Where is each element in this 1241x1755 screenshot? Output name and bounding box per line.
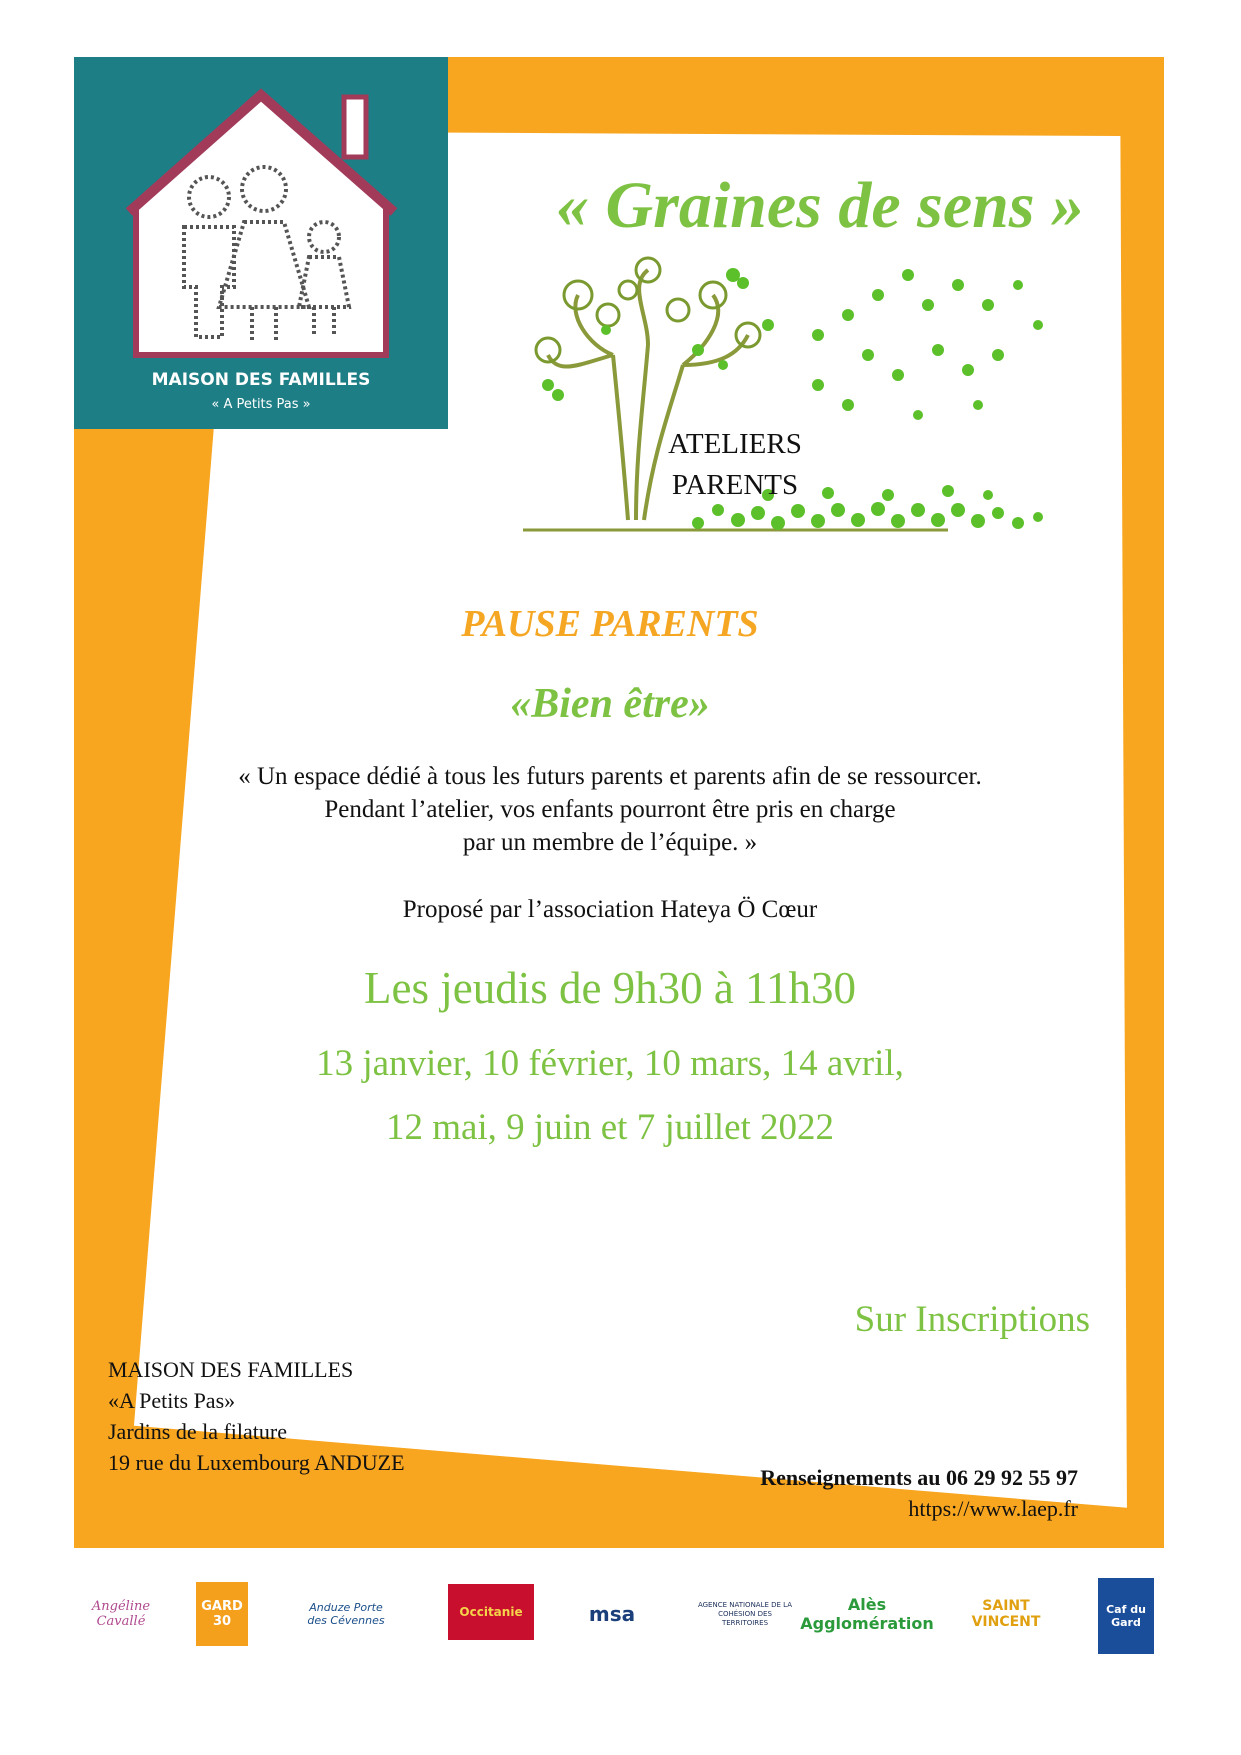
website-link[interactable]: https://www.laep.fr xyxy=(908,1496,1078,1521)
proposed-by: Proposé par l’association Hateya Ö Cœur xyxy=(402,896,818,923)
logo-subtitle: « A Petits Pas » xyxy=(211,397,311,412)
partner-logo-text: Anduze Porte des Cévennes xyxy=(307,1601,385,1627)
address-line: Jardins de la filature xyxy=(108,1419,287,1444)
partner-logo-anduze xyxy=(298,1582,394,1646)
partner-logo-gard xyxy=(196,1582,248,1646)
contact-block xyxy=(620,1462,1078,1524)
partner-logo-text: AGENCE NATIONALE DE LA COHÉSION DES TERRITOIRES xyxy=(697,1600,793,1627)
partner-logos xyxy=(0,1570,1241,1680)
partner-logo-saint-vincent xyxy=(956,1582,1056,1646)
section-subtitle: «Bien être» xyxy=(510,681,710,727)
description xyxy=(140,760,1080,859)
maison-des-familles-logo xyxy=(74,57,448,429)
page-title: « Graines de sens » xyxy=(555,169,1085,242)
partner-logo-text: GARD 30 xyxy=(201,1599,243,1629)
section-title: PAUSE PARENTS xyxy=(461,603,759,645)
tree-leaves-illustration xyxy=(518,255,1078,560)
address-line: 19 rue du Luxembourg ANDUZE xyxy=(108,1450,405,1475)
partner-logo-text: Occitanie xyxy=(459,1605,523,1619)
dates-line: 12 mai, 9 juin et 7 juillet 2022 xyxy=(385,1107,835,1148)
partner-logo-text: Angéline Cavallé xyxy=(91,1599,151,1629)
tree-label xyxy=(640,424,830,506)
partner-logo-text: Alès Agglomération xyxy=(800,1595,934,1633)
logo-name: MAISON DES FAMILLES xyxy=(151,370,371,390)
partner-logo-caf xyxy=(1098,1578,1154,1654)
dates-line: 13 janvier, 10 février, 10 mars, 14 avril, xyxy=(316,1043,904,1084)
partner-logo-anct xyxy=(696,1582,794,1646)
address-line: «A Petits Pas» xyxy=(108,1388,236,1413)
address-block xyxy=(108,1354,568,1478)
schedule: Les jeudis de 9h30 à 11h30 xyxy=(364,963,856,1013)
phone-line: Renseignements au 06 29 92 55 97 xyxy=(760,1465,1078,1490)
description-line: Pendant l’atelier, vos enfants pourront être pris en charge xyxy=(324,796,896,823)
tree-label-line: ATELIERS xyxy=(668,428,802,460)
partner-logo-text: Caf du Gard xyxy=(1106,1603,1146,1629)
partner-logo-msa xyxy=(570,1582,654,1646)
tree-label-line: PARENTS xyxy=(671,469,799,501)
description-line: par un membre de l’équipe. » xyxy=(462,829,758,856)
partner-logo-angeline-cavalle xyxy=(80,1582,162,1646)
partner-logo-occitanie xyxy=(448,1584,534,1640)
partner-logo-ales xyxy=(800,1582,934,1646)
description-line: « Un espace dédié à tous les futurs parents et parents afin de se ressourcer. xyxy=(238,763,982,790)
address-line: MAISON DES FAMILLES xyxy=(108,1357,354,1382)
partner-logo-text: msa xyxy=(588,1602,636,1626)
partner-logo-text: SAINT VINCENT xyxy=(971,1598,1041,1630)
registration-note: Sur Inscriptions xyxy=(854,1299,1090,1340)
